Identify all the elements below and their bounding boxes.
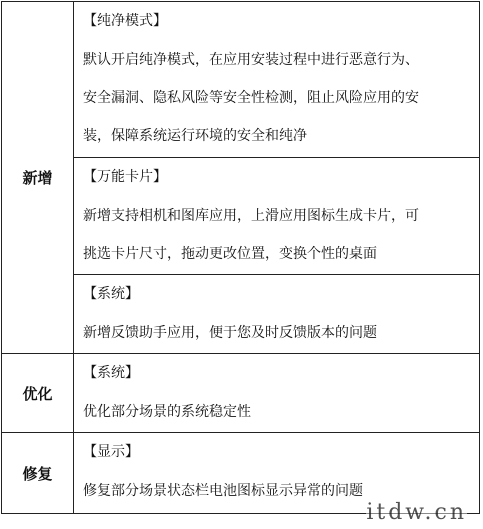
entry-system-new [74,275,480,354]
watermark: itdw.cn [366,500,467,525]
entry-universal-card [74,158,480,275]
entry-heading: 【系统】 [83,365,139,381]
entry-line: 修复部分场景状态栏电池图标显示异常的问题 [83,483,363,499]
entry-line: 装，保障系统运行环境的安全和纯净 [83,128,307,144]
table-row [2,2,480,158]
entry-heading: 【系统】 [83,286,139,302]
entry-heading: 【显示】 [83,444,139,460]
entry-line: 默认开启纯净模式，在应用安装过程中进行恶意行为、 [83,52,419,68]
category-fix: 修复 [2,433,74,514]
table-row [2,158,480,275]
entry-line: 挑选卡片尺寸，拖动更改位置，变换个性的桌面 [83,246,377,262]
changelog-table [1,1,480,514]
table-row [2,275,480,354]
entry-line: 安全漏洞、隐私风险等安全性检测，阻止风险应用的安 [83,90,419,106]
entry-line: 新增支持相机和图库应用，上滑应用图标生成卡片，可 [83,208,419,224]
entry-pure-mode [74,2,480,158]
entry-heading: 【万能卡片】 [83,169,167,185]
category-optimize: 优化 [2,354,74,433]
entry-heading: 【纯净模式】 [83,13,167,29]
table-row [2,354,480,433]
entry-system-optimize [74,354,480,433]
category-new: 新增 [2,2,74,354]
entry-line: 优化部分场景的系统稳定性 [83,404,251,420]
entry-line: 新增反馈助手应用，便于您及时反馈版本的问题 [83,325,377,341]
